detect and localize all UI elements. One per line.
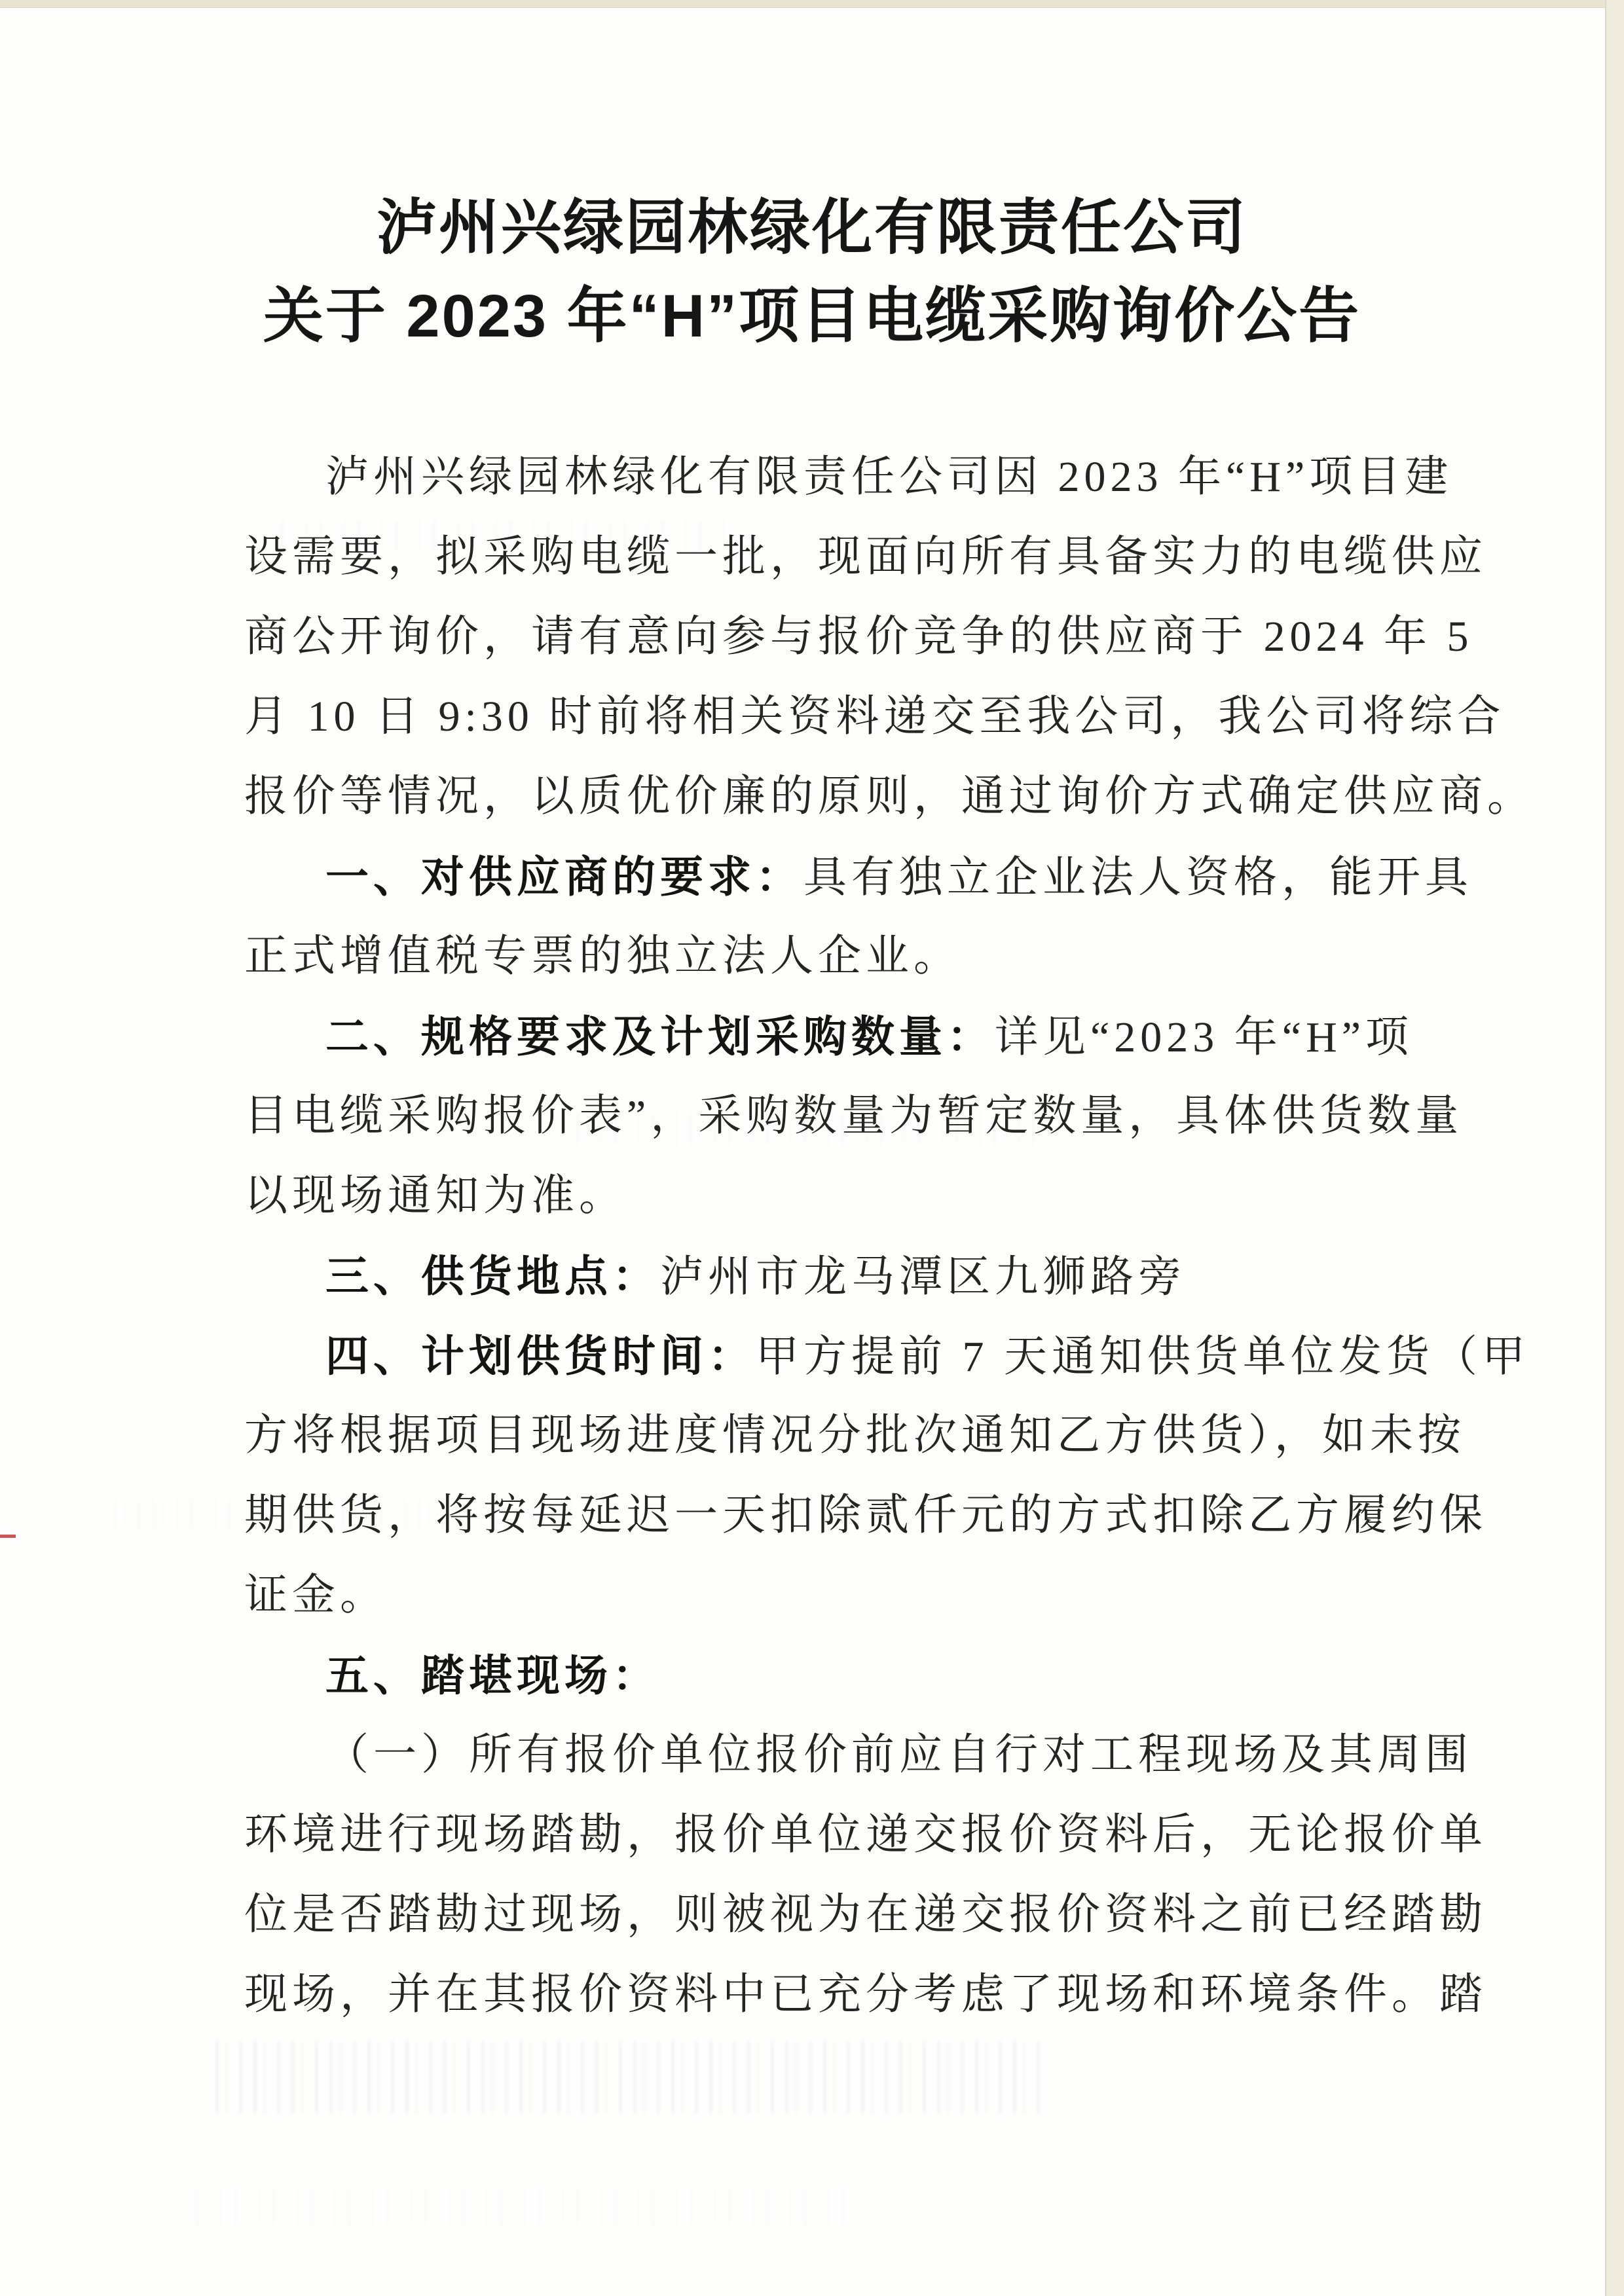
section-heading: 五、踏堪现场：	[325, 1651, 660, 1700]
document-title-subject: 关于 2023 年“H”项目电缆采购询价公告	[263, 283, 1361, 350]
section-heading: 一、对供应商的要求：	[325, 852, 803, 901]
line-text: 泸州市龙马潭区九狮路旁	[660, 1253, 1186, 1301]
line-text: 期供货，将按每延迟一天扣除贰仟元的方式扣除乙方履约保	[244, 1491, 1487, 1539]
bleed-through-artifact	[196, 2187, 851, 2226]
text-line	[244, 1076, 1528, 1156]
text-line	[244, 1396, 1528, 1476]
section-heading: 四、计划供货时间：	[325, 1332, 756, 1380]
text-line	[244, 996, 1528, 1076]
text-line	[244, 1156, 1528, 1236]
line-text: 商公开询价，请有意向参与报价竞争的供应商于 2024 年 5	[244, 613, 1473, 661]
text-line	[244, 1316, 1528, 1396]
line-text: 甲方提前 7 天通知供货单位发货（甲	[756, 1333, 1530, 1381]
text-line	[244, 837, 1528, 917]
line-text: 正式增值税专票的独立法人企业。	[244, 932, 961, 980]
red-edge-mark	[0, 1535, 16, 1538]
line-text: 方将根据项目现场进度情况分批次通知乙方供货），如未按	[244, 1412, 1466, 1459]
text-line	[244, 597, 1528, 677]
line-text: （一）所有报价单位报价前应自行对工程现场及其周围	[325, 1731, 1473, 1779]
text-line	[244, 677, 1528, 757]
line-text: 详见“2023 年“H”项	[995, 1013, 1414, 1061]
line-text: 报价等情况，以质优价廉的原则，通过询价方式确定供应商。	[244, 773, 1535, 820]
line-text: 以现场通知为准。	[244, 1172, 627, 1220]
line-text: 环境进行现场踏勘，报价单位递交报价资料后，无论报价单	[244, 1811, 1487, 1859]
text-line	[244, 1635, 1528, 1715]
text-line	[244, 437, 1528, 517]
line-text: 目电缆采购报价表”，采购数量为暂定数量，具体供货数量	[244, 1092, 1464, 1140]
document-title-company: 泸州兴绿园林绿化有限责任公司	[376, 194, 1247, 261]
line-text: 证金。	[244, 1571, 388, 1619]
text-line	[244, 1795, 1528, 1875]
text-line	[244, 1556, 1528, 1635]
line-text: 月 10 日 9:30 时前将相关资料递交至我公司，我公司将综合	[244, 693, 1505, 740]
text-line	[244, 517, 1528, 597]
text-line	[244, 917, 1528, 996]
scan-edge-top	[0, 0, 1624, 8]
line-text: 位是否踏勘过现场，则被视为在递交报价资料之前已经踏勘	[244, 1891, 1487, 1939]
line-text: 泸州兴绿园林绿化有限责任公司因 2023 年“H”项目建	[325, 453, 1453, 501]
section-heading: 三、供货地点：	[325, 1252, 660, 1300]
text-line	[244, 1715, 1528, 1795]
section-heading: 二、规格要求及计划采购数量：	[325, 1012, 995, 1061]
document-body	[244, 437, 1535, 2035]
line-text: 设需要，拟采购电缆一批，现面向所有具备实力的电缆供应	[244, 533, 1487, 581]
line-text: 具有独立企业法人资格，能开具	[803, 854, 1473, 902]
bleed-through-artifact	[216, 2041, 1041, 2113]
text-line	[244, 1476, 1528, 1556]
text-line	[244, 1875, 1528, 1955]
text-line	[244, 757, 1535, 837]
line-text: 现场，并在其报价资料中已充分考虑了现场和环境条件。踏	[244, 1971, 1487, 2018]
text-line	[244, 1236, 1528, 1316]
text-line	[244, 1955, 1528, 2035]
